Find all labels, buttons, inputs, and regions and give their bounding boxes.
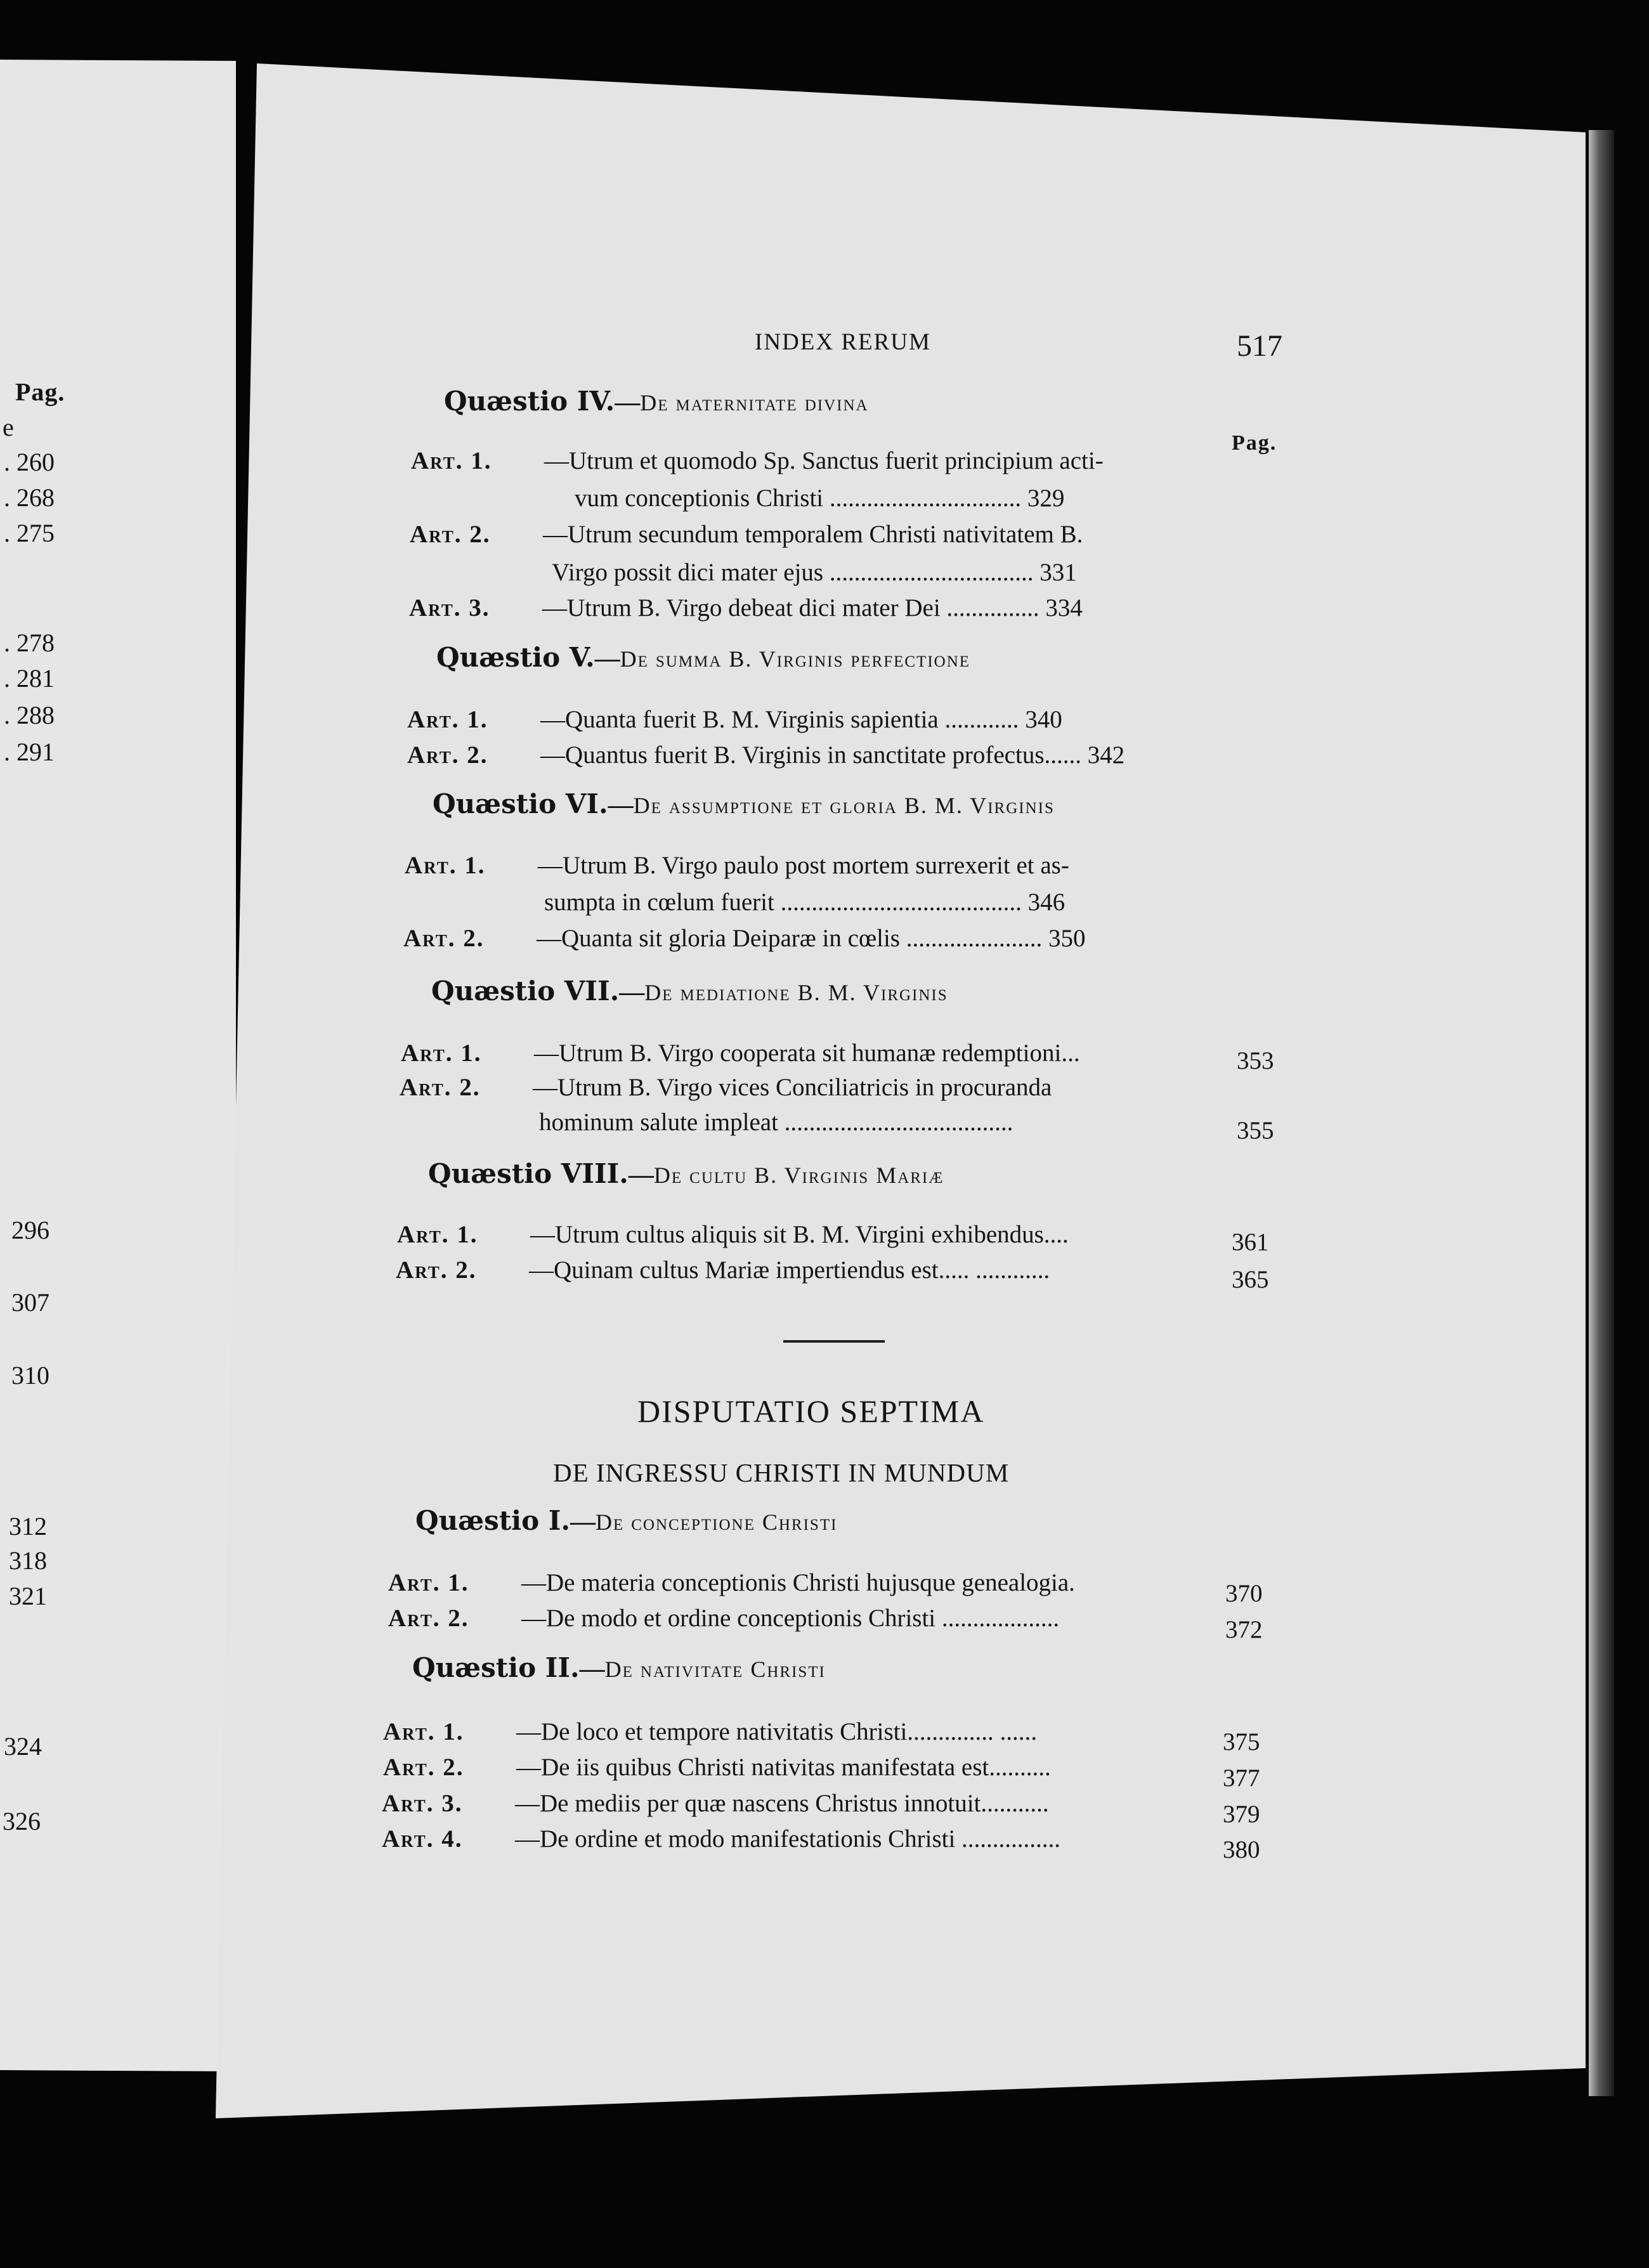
article-entry: [405, 851, 1069, 880]
article-number: Art. 1.: [411, 447, 492, 474]
article-entry: [388, 1604, 1059, 1633]
pag-column-label: Pag.: [1232, 431, 1277, 455]
quaestio-label: Quæstio V.: [436, 642, 595, 673]
quaestio-heading: Quæstio V.—De summa B. Virginis perfectione: [436, 642, 971, 673]
article-text: —Utrum B. Virgo vices Conciliatricis in procuranda: [533, 1074, 1052, 1101]
page-number: 517: [1237, 329, 1282, 363]
article-text: —Quanta sit gloria Deiparæ in cœlis ...................... 350: [537, 925, 1086, 952]
page-ref: 370: [1225, 1580, 1263, 1607]
article-text: —Utrum B. Virgo paulo post mortem surrexerit et as-: [538, 852, 1069, 879]
quaestio-title: De mediatione B. M. Virginis: [644, 980, 948, 1005]
article-number: Art. 1.: [401, 1040, 482, 1067]
page-ref: 377: [1223, 1764, 1260, 1792]
left-page-number: . 260: [4, 448, 55, 476]
article-text: —Quantus fuerit B. Virginis in sanctitate profectus...... 342: [540, 741, 1125, 769]
article-entry: [401, 1039, 1080, 1067]
quaestio-heading: Quæstio VIII.—De cultu B. Virginis Mariæ: [428, 1158, 944, 1189]
article-entry: [409, 594, 1083, 622]
article-number: Art. 2.: [388, 1605, 469, 1632]
left-page-number: 318: [9, 1546, 47, 1575]
article-entry: [383, 1753, 1051, 1782]
article-text: —Utrum B. Virgo cooperata sit humanæ redemptioni...: [534, 1040, 1080, 1067]
left-page-number: . 288: [4, 701, 55, 729]
article-entry: [400, 1073, 1052, 1102]
article-text-continued: sumpta in cœlum fuerit ....................................... 346: [544, 889, 1066, 916]
article-text-continued: hominum salute impleat .....................................: [539, 1109, 1014, 1136]
article-text: —De materia conceptionis Christi hujusque genealogia.: [521, 1569, 1075, 1596]
article-number: Art. 4.: [382, 1825, 463, 1853]
page-ref: 365: [1232, 1266, 1269, 1293]
quaestio-title: De cultu B. Virginis Mariæ: [653, 1163, 944, 1188]
section-divider: [783, 1340, 885, 1343]
left-page-number: . 268: [4, 483, 55, 512]
article-text: —De loco et tempore nativitatis Christi.............. ......: [516, 1718, 1038, 1745]
quaestio-title: De assumptione et gloria B. M. Virginis: [633, 793, 1055, 818]
article-number: Art. 3.: [409, 594, 490, 622]
left-page-number: 326: [3, 1807, 41, 1835]
left-page-number: 312: [9, 1512, 47, 1541]
article-number: Art. 1.: [405, 852, 486, 879]
left-page-number: . 275: [4, 519, 55, 547]
disputatio-title: DISPUTATIO SEPTIMA: [637, 1393, 985, 1429]
left-page-number: . 281: [4, 664, 55, 693]
quaestio-label: Quæstio IV.: [444, 386, 615, 417]
page-ref: 380: [1223, 1836, 1260, 1863]
article-text: —Quanta fuerit B. M. Virginis sapientia ............ 340: [540, 706, 1062, 733]
quaestio-title: De summa B. Virginis perfectione: [620, 646, 971, 672]
disputatio-subtitle: DE INGRESSU CHRISTI IN MUNDUM: [553, 1458, 1010, 1487]
article-text: —Utrum et quomodo Sp. Sanctus fuerit principium acti-: [544, 447, 1104, 474]
quaestio-label: Quæstio VI.: [433, 788, 608, 819]
article-text: —Utrum cultus aliquis sit B. M. Virgini exhibendus....: [530, 1221, 1069, 1248]
article-entry: [410, 520, 1083, 549]
article-entry: [397, 1220, 1069, 1249]
article-entry: [388, 1568, 1075, 1597]
quaestio-title: De conceptione Christi: [595, 1509, 838, 1535]
article-number: Art. 1.: [397, 1221, 478, 1248]
article-number: Art. 1.: [407, 706, 488, 733]
quaestio-label: Quæstio VIII.: [428, 1158, 629, 1189]
article-text: —De ordine et modo manifestationis Christi ................: [515, 1825, 1061, 1853]
article-text: —De mediis per quæ nascens Christus innotuit...........: [515, 1790, 1049, 1817]
article-entry: [407, 741, 1124, 769]
article-text: —Utrum B. Virgo debeat dici mater Dei ............... 334: [542, 594, 1083, 622]
page-ref: 361: [1232, 1228, 1269, 1256]
article-entry: [407, 705, 1062, 734]
quaestio-title: De nativitate Christi: [604, 1657, 826, 1682]
article-number: Art. 2.: [396, 1256, 477, 1284]
article-number: Art. 2.: [407, 741, 488, 769]
article-number: Art. 1.: [383, 1718, 464, 1745]
left-page-number: 307: [11, 1288, 49, 1317]
quaestio-title: De maternitate divina: [640, 390, 869, 415]
quaestio-label: Quæstio II.: [412, 1652, 580, 1683]
quaestio-label: Quæstio I.: [415, 1505, 570, 1536]
article-entry: [411, 446, 1104, 475]
page-ref: 372: [1225, 1616, 1263, 1643]
article-text: —Quinam cultus Mariæ impertiendus est..... ............: [529, 1256, 1050, 1284]
article-number: Art. 3.: [382, 1790, 463, 1817]
quaestio-heading: Quæstio II.—De nativitate Christi: [412, 1652, 826, 1683]
running-header: INDEX RERUM: [755, 329, 931, 355]
article-entry: [396, 1256, 1050, 1284]
left-page-number: 321: [9, 1582, 47, 1610]
page-ref: 379: [1223, 1801, 1260, 1828]
page-ref: 375: [1223, 1728, 1260, 1756]
article-number: Art. 2.: [410, 521, 491, 548]
quaestio-label: Quæstio VII.: [431, 975, 620, 1007]
article-text-continued: vum conceptionis Christi ............................... 329: [575, 485, 1065, 512]
article-number: Art. 2.: [383, 1754, 464, 1781]
quaestio-heading: Quæstio VII.—De mediatione B. M. Virginis: [431, 975, 948, 1007]
article-text: —De iis quibus Christi nativitas manifestata est..........: [516, 1754, 1051, 1781]
article-number: Art. 2.: [400, 1074, 481, 1101]
article-entry: [382, 1825, 1060, 1853]
left-page-number: . 278: [4, 629, 55, 657]
article-entry: [403, 924, 1085, 953]
article-text-continued: Virgo possit dici mater ejus ................................. 331: [552, 559, 1077, 586]
left-page-number: 296: [11, 1216, 49, 1244]
quaestio-heading: Quæstio VI.—De assumptione et gloria B. M. Virginis: [433, 788, 1055, 819]
quaestio-heading: Quæstio I.—De conceptione Christi: [415, 1505, 838, 1536]
article-number: Art. 1.: [388, 1569, 469, 1596]
left-page-number: . 291: [4, 738, 55, 766]
article-text: —De modo et ordine conceptionis Christi ...................: [521, 1605, 1060, 1632]
article-number: Art. 2.: [403, 925, 485, 952]
left-page-number: 310: [11, 1361, 49, 1390]
article-entry: [383, 1717, 1037, 1746]
article-entry: [382, 1789, 1049, 1818]
left-page-pag-label: Pag.: [15, 377, 65, 407]
page-ref: 353: [1237, 1047, 1274, 1074]
left-page-number: 324: [4, 1732, 42, 1761]
left-page-stray-letter: e: [3, 413, 14, 442]
page-ref: 355: [1237, 1117, 1274, 1144]
quaestio-heading: Quæstio IV.—De maternitate divina: [444, 386, 869, 417]
article-text: —Utrum secundum temporalem Christi nativitatem B.: [543, 521, 1083, 548]
